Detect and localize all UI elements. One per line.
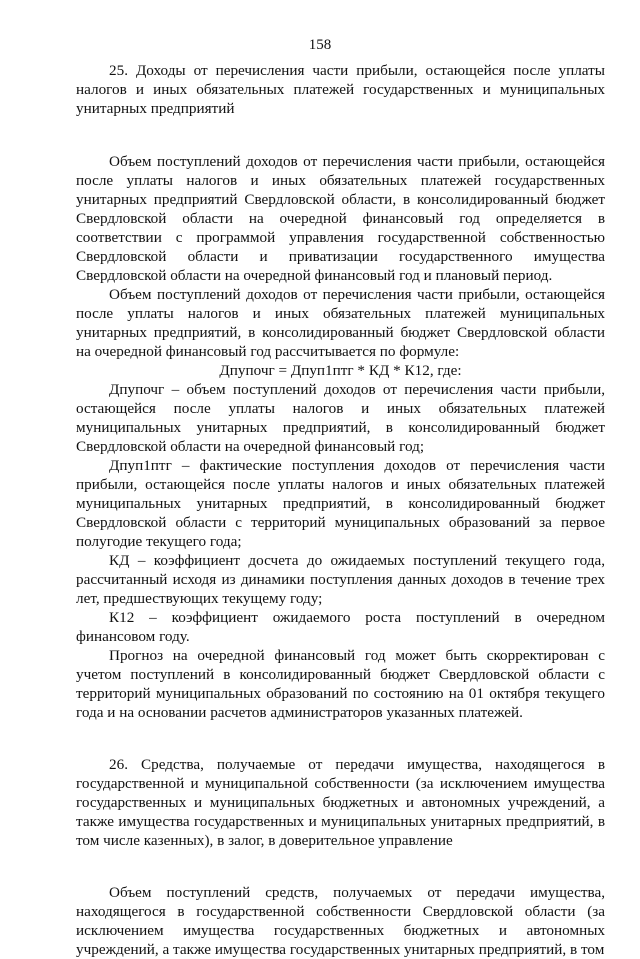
page-number: 158 [308, 37, 332, 53]
definition-k12: К12 – коэффициент ожидаемого роста поступлений в очередном финансовом году. [76, 609, 605, 645]
definition-kd: КД – коэффициент досчета до ожидаемых поступлений текущего года, рассчитанный исходя из динамики поступления данных доходов в течение трех лет, предшествующих текущему году; [76, 552, 605, 607]
section-25-heading: 25. Доходы от перечисления части прибыли, остающейся после уплаты налогов и иных обязательных платежей государственных и муниципальных унитарных предприятий [76, 62, 605, 117]
definition-dpup1ptg: Дпуп1птг – фактические поступления доходов от перечисления части прибыли, остающейся после уплаты налогов и иных обязательных платежей муниципальных унитарных предприятий, в консолидированный бюджет Свердловской области с территорий муниципальных образований за первое полугодие текущего года; [76, 457, 605, 550]
section-25-closing: Прогноз на очередной финансовый год может быть скорректирован с учетом поступлений в консолидированный бюджет Свердловской области с территорий муниципальных образований по состоянию на 01 октября текущего года и на основании расчетов администраторов указанных платежей. [76, 647, 605, 721]
section-26-heading: 26. Средства, получаемые от передачи имущества, находящегося в государственной и муниципальной собственности (за исключением имущества государственных и муниципальных бюджетных и автономных учреждений, а также имущества государственных и муниципальных унитарных предприятий, в том числе казенных), в залог, в доверительное управление [76, 756, 605, 849]
definition-dpupochg: Дпупочг – объем поступлений доходов от перечисления части прибыли, остающейся после уплаты налогов и иных обязательных платежей муниципальных унитарных предприятий, в консолидированный бюджет Свердловской области на очередной финансовый год; [76, 381, 605, 455]
section-26-paragraph: Объем поступлений средств, получаемых от передачи имущества, находящегося в государственной собственности Свердловской области (за исключением имущества государственных бюджетных и автономных учреждений, а также имущества государственных унитарных предприятий, в том [76, 884, 605, 958]
formula: Дпупочг = Дпуп1птг * КД * К12, где: [219, 362, 462, 379]
section-25-paragraph-1: Объем поступлений доходов от перечисления части прибыли, остающейся после уплаты налогов и иных обязательных платежей государственных унитарных предприятий Свердловской области, в консолидированный бюджет Свердловской области на очередной финансовый год определяется в соответствии с программой управления государственной собственностью Свердловской области и приватизации государственного имущества Свердловской области на очередной финансовый год и плановый период. [76, 153, 605, 284]
section-25-paragraph-2: Объем поступлений доходов от перечисления части прибыли, остающейся после уплаты налогов и иных обязательных платежей муниципальных унитарных предприятий, в консолидированный бюджет Свердловской области на очередной финансовый год рассчитывается по формуле: [76, 286, 605, 360]
page-content [76, 61, 605, 959]
